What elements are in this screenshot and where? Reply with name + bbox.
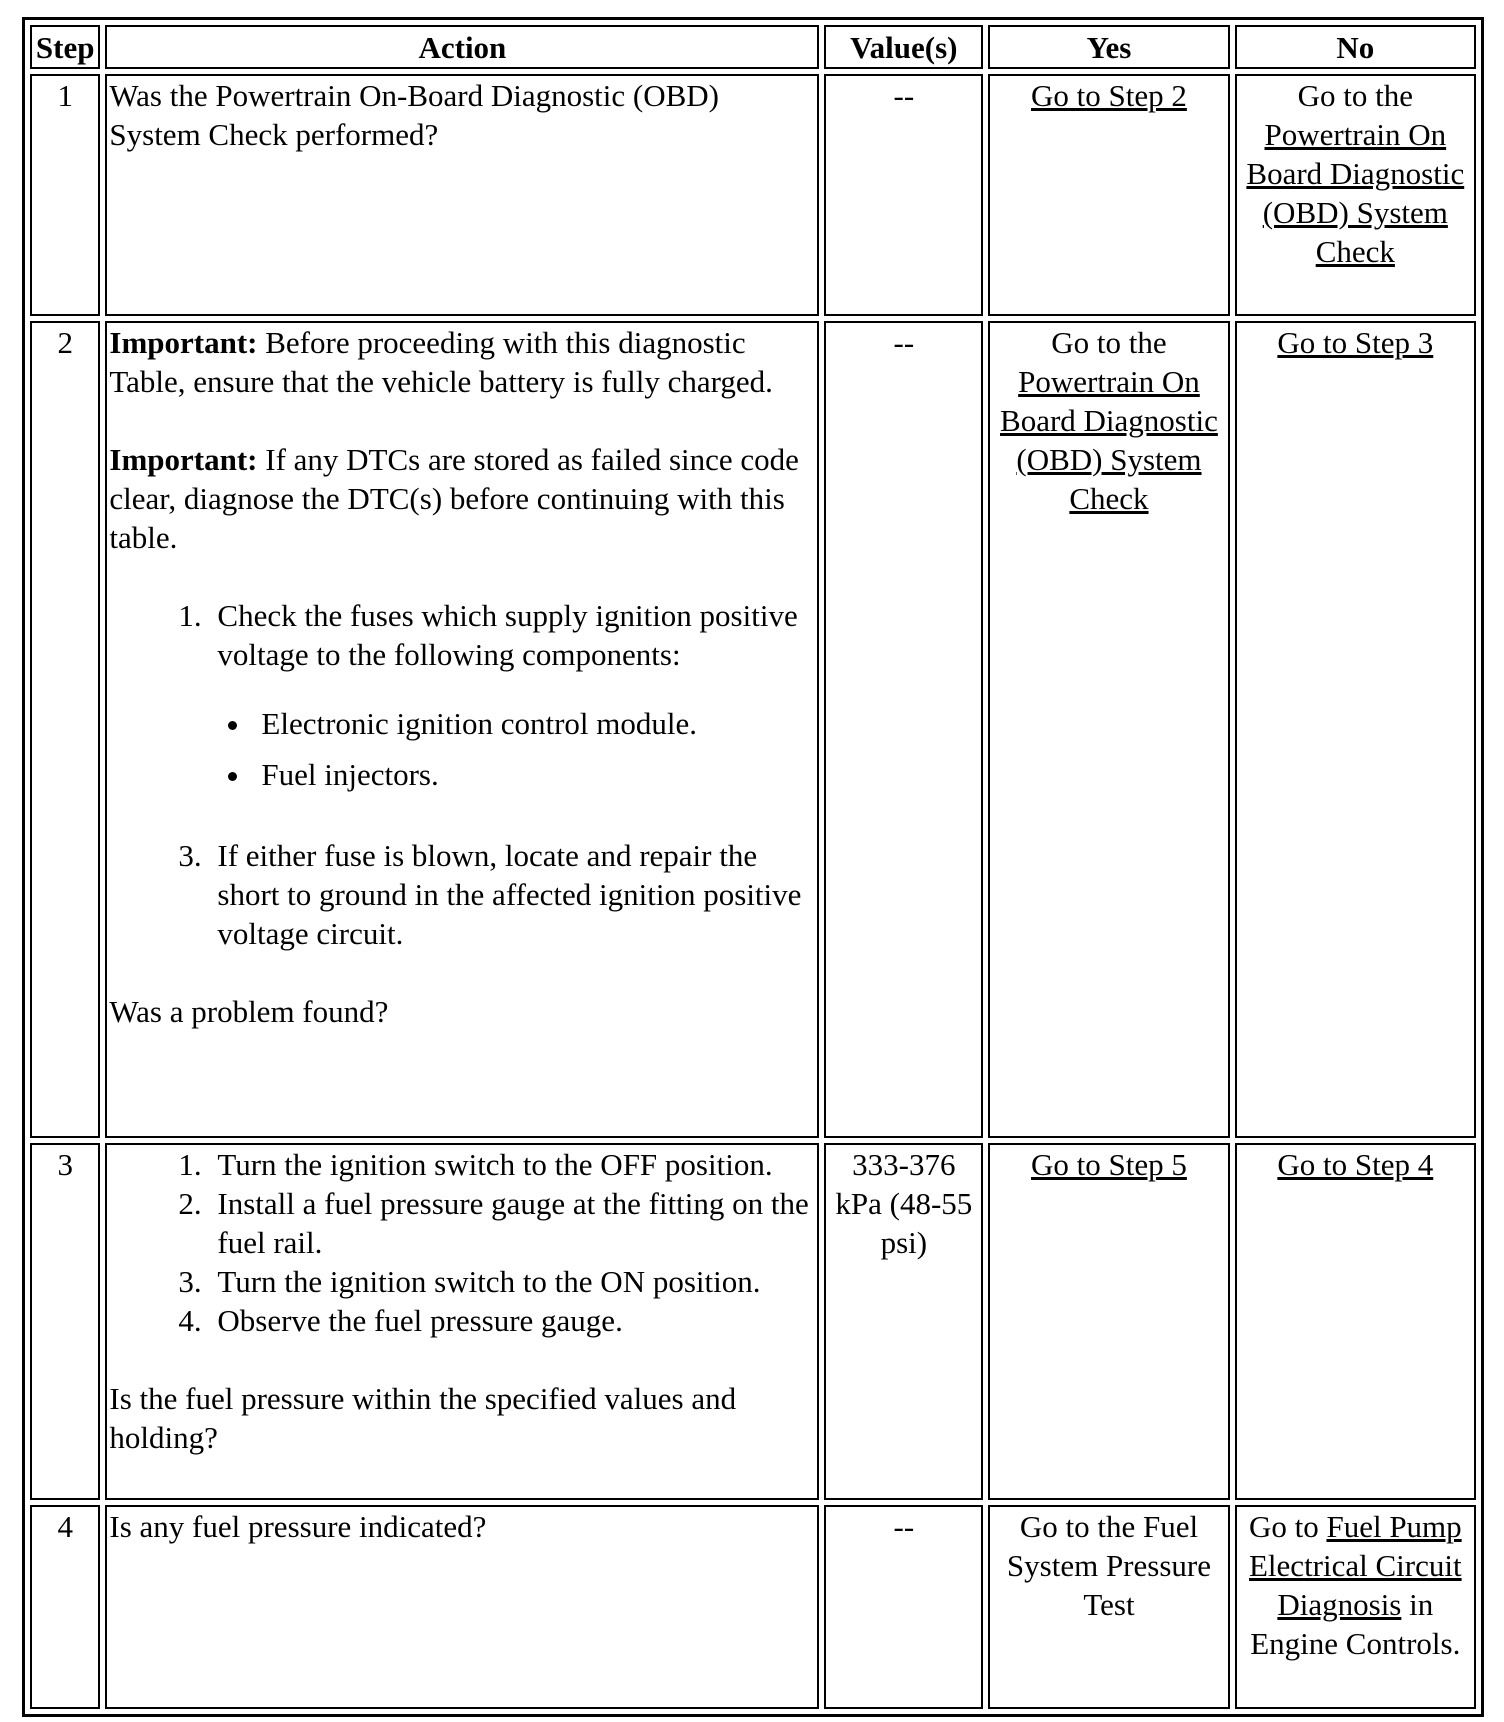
list-item: • Electronic ignition control module. [253,704,815,743]
yes-prefix: Go to the [1051,324,1167,360]
action-cell [105,74,819,316]
action-text: Was the Powertrain On-Board Diagnostic (OBD) System Check performed? [109,78,720,152]
yes-cell [988,1143,1229,1500]
fuel-system-pressure-test-text: Go to the Fuel System Pressure Test [1006,1508,1211,1622]
go-to-step-2-link[interactable]: Go to Step 2 [1031,78,1187,113]
header-yes: Yes [988,25,1229,69]
go-to-step-3-link[interactable]: Go to Step 3 [1277,324,1434,360]
table-row [30,1505,1476,1709]
no-prefix: Go to the [1297,78,1413,113]
value-cell: 333-376 kPa (48-55 psi) [824,1143,983,1500]
table-row [30,1143,1476,1500]
header-no: No [1235,25,1476,69]
list-item: 3. Turn the ignition switch to the ON position. [209,1262,815,1301]
obd-system-check-link[interactable]: Powertrain On Board Diagnostic (OBD) System Check [1246,117,1465,269]
list-item: 2. Install a fuel pressure gauge at the fitting on the fuel rail. [209,1184,815,1262]
go-to-step-5-link[interactable]: Go to Step 5 [1031,1146,1187,1182]
action-cell [105,1505,819,1709]
step-number: 4 [30,1505,100,1709]
go-to-step-4-link[interactable]: Go to Step 4 [1277,1146,1434,1182]
obd-system-check-link[interactable]: Powertrain On Board Diagnostic (OBD) System Check [1000,363,1218,516]
diagnostic-table [22,17,1484,1717]
action-cell [105,321,819,1138]
component-list [217,704,815,794]
yes-cell [988,321,1229,1138]
header-values: Value(s) [824,25,983,69]
important-label: Important: [109,324,258,360]
header-step: Step [30,25,100,69]
value-cell: -- [824,1505,983,1709]
value-cell: -- [824,321,983,1138]
header-row [30,25,1476,69]
procedure-list [109,1145,815,1340]
no-cell [1235,321,1476,1138]
action-text: Is any fuel pressure indicated? [109,1508,487,1544]
no-cell [1235,1505,1476,1709]
important-note: Important: If any DTCs are stored as failed since code clear, diagnose the DTC(s) before continuing with this table. [109,441,799,555]
step-number: 2 [30,321,100,1138]
no-cell [1235,1143,1476,1500]
procedure-list [109,596,815,953]
header-action: Action [105,25,819,69]
yes-cell [988,74,1229,316]
value-cell: -- [824,74,983,316]
no-suffix: in Engine Controls. [1250,1586,1461,1661]
action-cell [105,1143,819,1500]
list-item: • Fuel injectors. [253,755,815,794]
no-cell [1235,74,1476,316]
fuel-pump-circuit-diagnosis-link[interactable]: Fuel Pump Electrical Circuit Diagnosis [1249,1508,1462,1622]
table-row [30,74,1476,316]
important-label: Important: [109,441,258,477]
list-item: 4. Observe the fuel pressure gauge. [209,1301,815,1340]
no-prefix: Go to [1248,1508,1319,1544]
important-note: Important: Before proceeding with this diagnostic Table, ensure that the vehicle battery is fully charged. [109,324,773,399]
question-text: Is the fuel pressure within the specified values and holding? [109,1380,737,1455]
question-text: Was a problem found? [109,993,389,1029]
step-number: 1 [30,74,100,316]
list-item: 1. Check the fuses which supply ignition positive voltage to the following components: • Electronic ignition control module. • Fuel injectors. [209,596,815,836]
yes-cell [988,1505,1229,1709]
step-number: 3 [30,1143,100,1500]
list-item: 1. Turn the ignition switch to the OFF position. [209,1145,815,1184]
list-item: 3. If either fuse is blown, locate and repair the short to ground in the affected ignition positive voltage circuit. [209,836,815,953]
table-row [30,321,1476,1138]
